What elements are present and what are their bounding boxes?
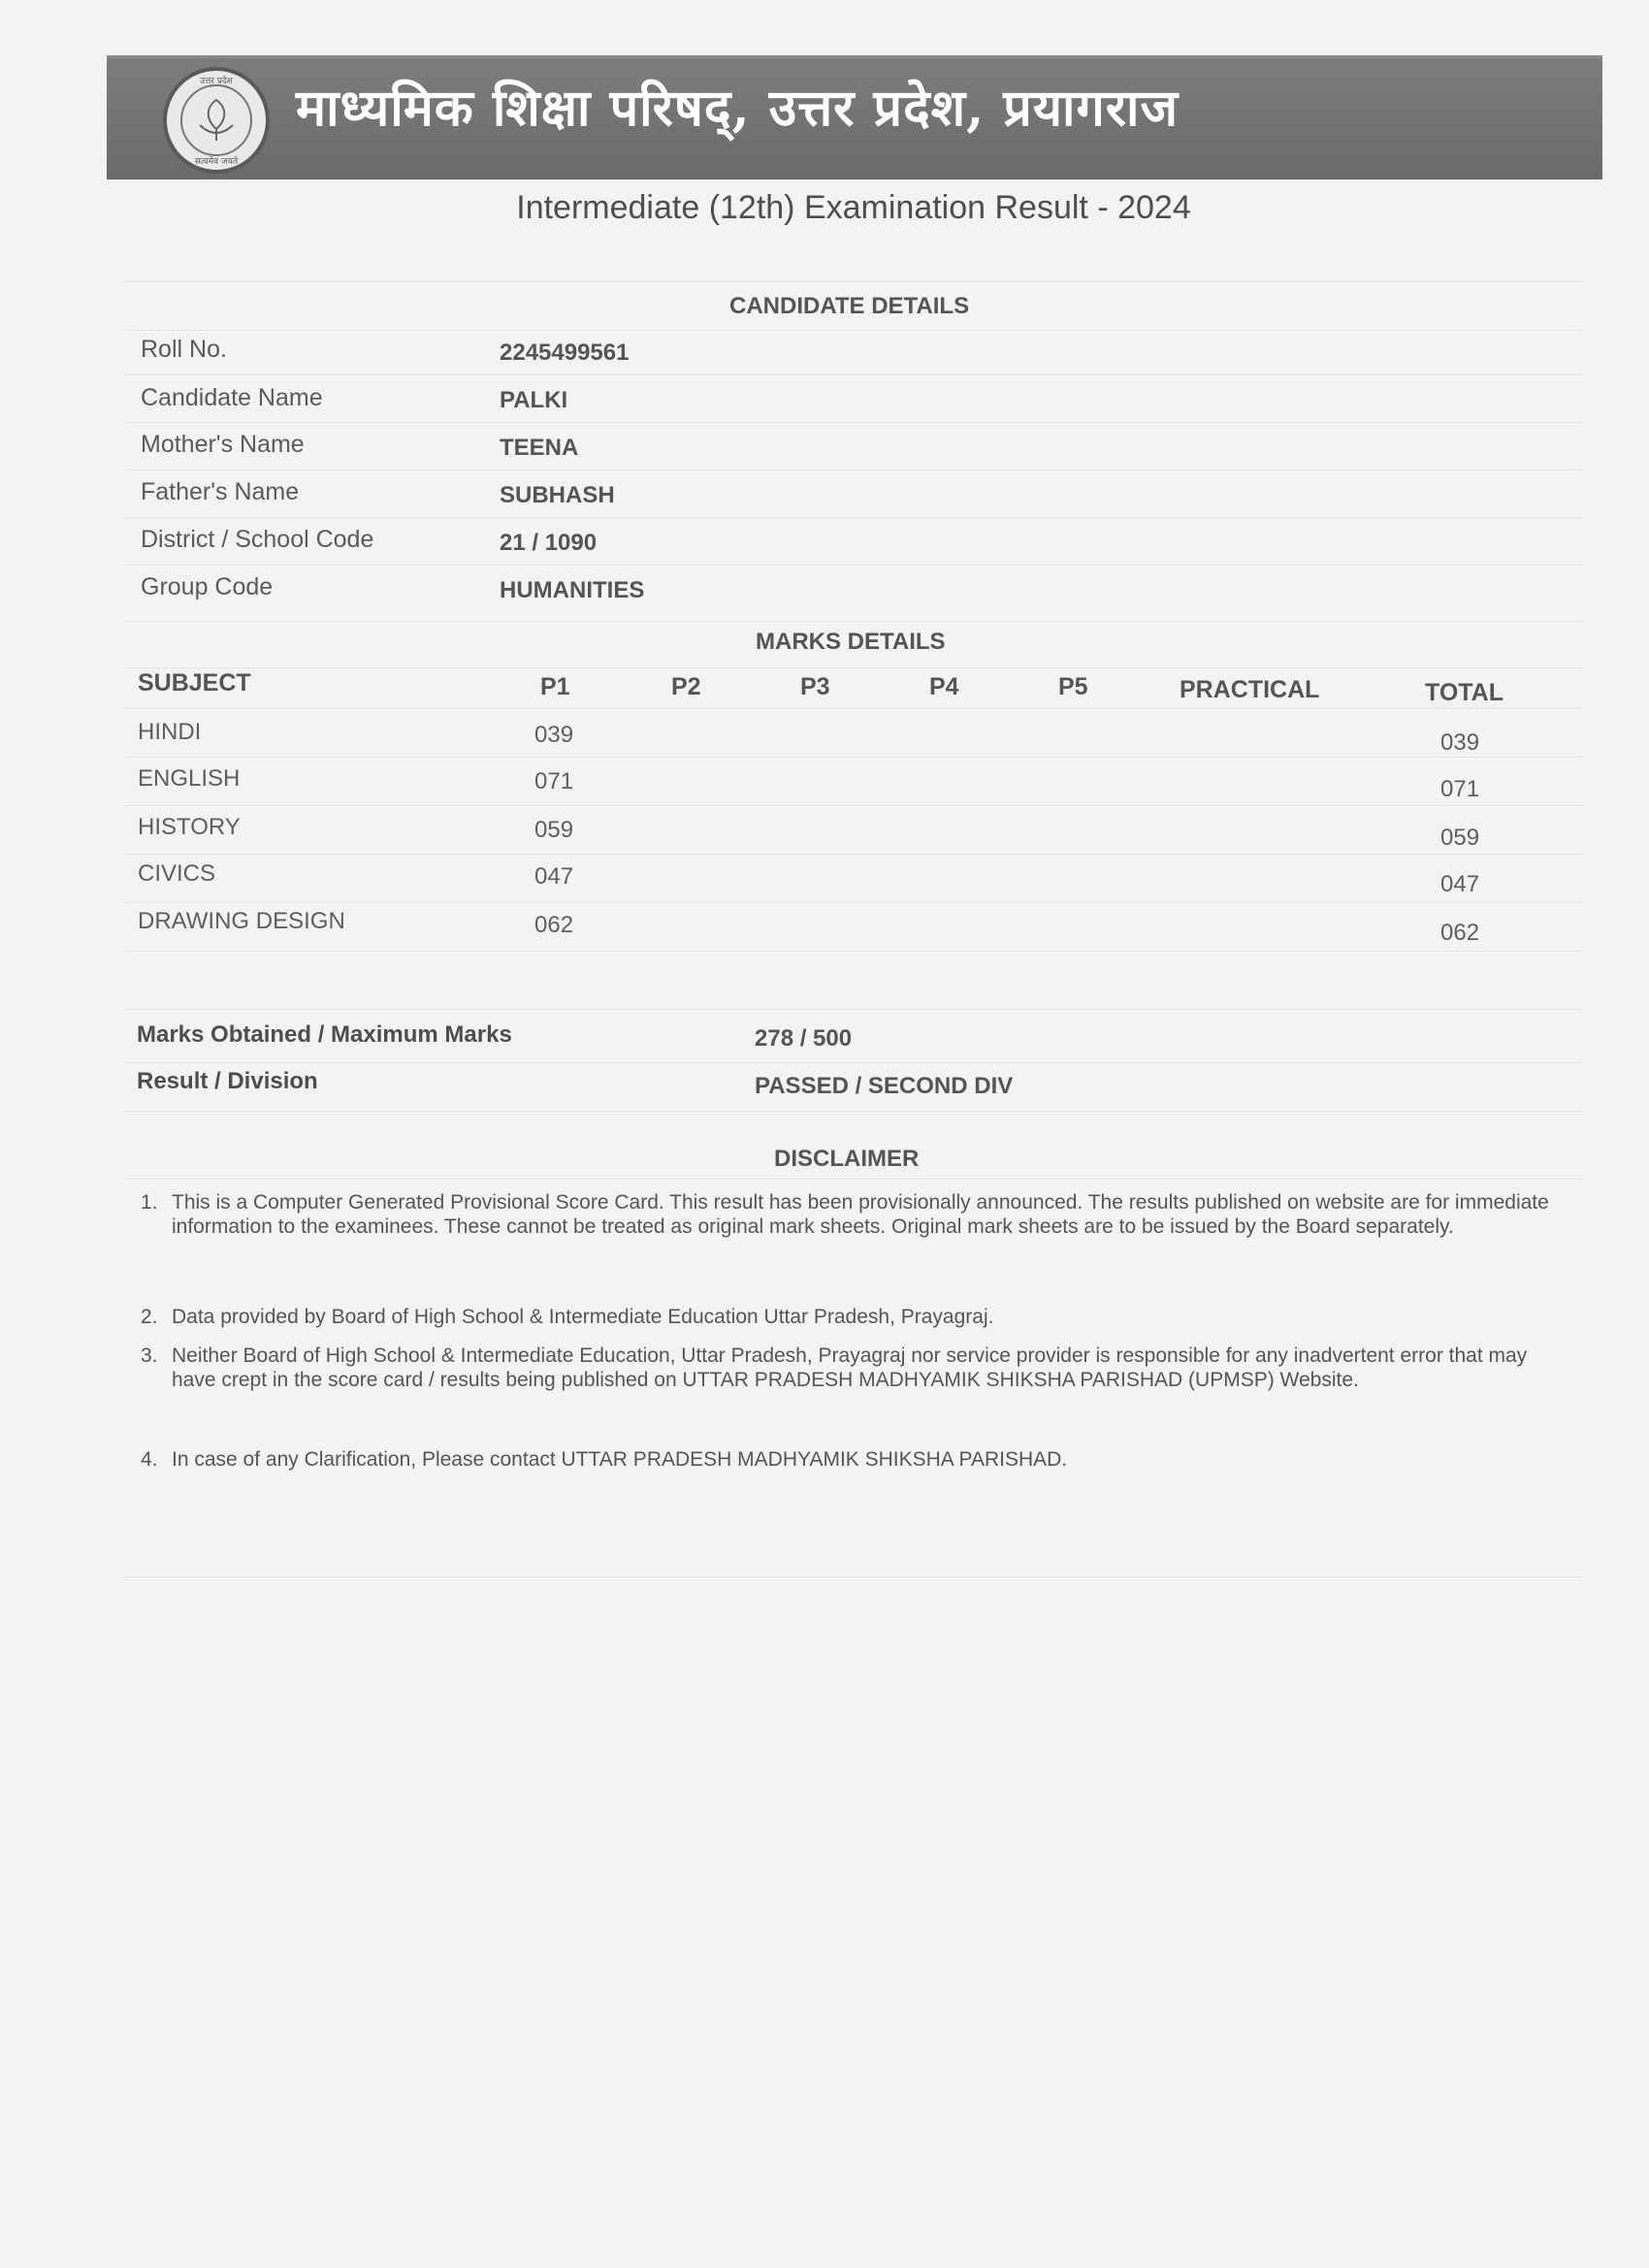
mother-name-label: Mother's Name <box>141 431 305 458</box>
col-p5: P5 <box>1058 673 1088 700</box>
total-mark: 039 <box>1440 729 1480 756</box>
divider <box>126 1111 1581 1112</box>
subject-name: DRAWING DESIGN <box>138 908 345 934</box>
disclaimer-text: Neither Board of High School & Intermediate Education, Uttar Pradesh, Prayagraj nor service provider is responsible for any inadvertent error that may have crept in the score card / results being published on UTTAR PRADESH MADHYAMIK SHIKSHA PARISHAD (UPMSP) Website. <box>172 1345 1528 1391</box>
group-code-label: Group Code <box>141 573 274 600</box>
disclaimer-heading: DISCLAIMER <box>774 1146 920 1172</box>
disclaimer-item <box>141 1305 1557 1329</box>
divider <box>126 1062 1581 1063</box>
disclaimer-number: 4. <box>141 1448 158 1471</box>
divider <box>126 621 1581 622</box>
divider <box>126 1179 1581 1180</box>
disclaimer-number: 3. <box>141 1345 158 1367</box>
district-school-code-label: District / School Code <box>141 526 374 553</box>
father-name-value: SUBHASH <box>500 482 615 508</box>
divider <box>126 757 1581 758</box>
disclaimer-item <box>141 1190 1557 1239</box>
disclaimer-text: This is a Computer Generated Provisional Score Card. This result has been provisionally announced. The results published on website are for immediate information to the examinees. These cannot be treated as original mark sheets. Original mark sheets are to be issued by the Board separately. <box>172 1191 1549 1238</box>
disclaimer-number: 1. <box>141 1191 158 1214</box>
col-p4: P4 <box>929 673 959 700</box>
col-subject: SUBJECT <box>138 669 251 697</box>
divider <box>126 951 1581 952</box>
p1-mark: 062 <box>534 912 574 938</box>
result-division-value: PASSED / SECOND DIV <box>755 1073 1014 1099</box>
candidate-name-label: Candidate Name <box>141 384 323 411</box>
seal-emblem-icon <box>180 84 252 156</box>
divider <box>126 517 1581 518</box>
divider <box>126 1009 1581 1010</box>
roll-no-value: 2245499561 <box>500 340 630 366</box>
divider <box>126 667 1581 668</box>
exam-title: Intermediate (12th) Examination Result - 2024 <box>516 189 1191 226</box>
p1-mark: 071 <box>534 768 574 794</box>
divider <box>126 330 1581 331</box>
board-name-title: माध्यमिक शिक्षा परिषद्, उत्तर प्रदेश, प्रयागराज <box>296 79 1180 138</box>
divider <box>126 902 1581 903</box>
col-p3: P3 <box>800 673 830 700</box>
candidate-name-value: PALKI <box>500 387 568 413</box>
p1-mark: 039 <box>534 722 574 748</box>
mother-name-value: TEENA <box>500 435 579 461</box>
p1-mark: 047 <box>534 863 574 890</box>
disclaimer-item <box>141 1344 1557 1392</box>
subject-name: HINDI <box>138 719 202 745</box>
divider <box>126 708 1581 709</box>
father-name-label: Father's Name <box>141 478 300 505</box>
col-total: TOTAL <box>1425 679 1504 706</box>
total-mark: 047 <box>1440 871 1480 897</box>
disclaimer-number: 2. <box>141 1306 158 1328</box>
total-mark: 062 <box>1440 920 1480 946</box>
divider <box>126 805 1581 806</box>
col-practical: PRACTICAL <box>1180 676 1320 703</box>
total-mark: 059 <box>1440 825 1480 851</box>
disclaimer-text: Data provided by Board of High School & Intermediate Education Uttar Pradesh, Prayagraj. <box>172 1306 994 1328</box>
up-seal-logo <box>163 67 270 174</box>
header-banner <box>107 55 1602 179</box>
p1-mark: 059 <box>534 817 574 843</box>
divider <box>126 565 1581 566</box>
col-p1: P1 <box>540 673 570 700</box>
subject-name: HISTORY <box>138 814 241 840</box>
marks-details-heading: MARKS DETAILS <box>756 629 946 655</box>
roll-no-label: Roll No. <box>141 336 227 363</box>
marks-obtained-label: Marks Obtained / Maximum Marks <box>137 1021 512 1048</box>
group-code-value: HUMANITIES <box>500 577 645 603</box>
divider <box>126 374 1581 375</box>
subject-name: ENGLISH <box>138 765 241 792</box>
divider <box>126 281 1581 282</box>
seal-text-bottom: सत्यमेव जयते <box>194 157 239 167</box>
candidate-details-heading: CANDIDATE DETAILS <box>729 293 970 319</box>
divider <box>126 1576 1581 1577</box>
marks-obtained-value: 278 / 500 <box>755 1025 853 1052</box>
disclaimer-text: In case of any Clarification, Please contact UTTAR PRADESH MADHYAMIK SHIKSHA PARISHAD. <box>172 1448 1068 1471</box>
divider <box>126 422 1581 423</box>
total-mark: 071 <box>1440 776 1480 802</box>
disclaimer-item <box>141 1447 1557 1472</box>
result-division-label: Result / Division <box>137 1068 318 1094</box>
subject-name: CIVICS <box>138 860 216 887</box>
seal-text-top: उत्तर प्रदेश <box>200 77 233 86</box>
col-p2: P2 <box>671 673 701 700</box>
divider <box>126 854 1581 855</box>
district-school-code-value: 21 / 1090 <box>500 530 598 556</box>
